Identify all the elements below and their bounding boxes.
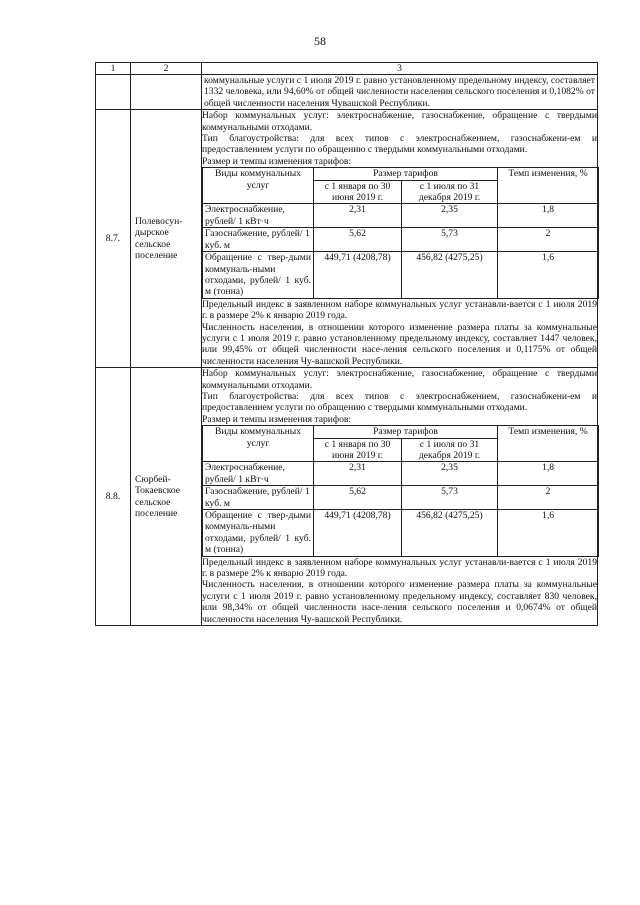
- column-number-2: 2: [131, 63, 202, 75]
- tariff-period-1: 2,31: [314, 462, 402, 486]
- header-kinds: Виды коммунальных услуг: [203, 168, 314, 204]
- tariff-period-1: 5,62: [314, 228, 402, 252]
- entry-content: [202, 110, 598, 368]
- services-set-text: Набор коммунальных услуг: электроснабжение, газоснабжение, обращение с твердыми коммунальными отходами.: [202, 110, 597, 133]
- settlement-name: Сюрбей-Токаевское сельское поселение: [131, 368, 202, 626]
- header-rate: Темп изменения, %: [498, 168, 599, 204]
- tariff-rate: 2: [498, 486, 599, 510]
- entry-row-8-7: [96, 110, 598, 368]
- tariff-row: [203, 204, 599, 228]
- tariff-table: [202, 167, 599, 298]
- tariff-row: [203, 252, 599, 299]
- tariff-period-1: 449,71 (4208,78): [314, 510, 402, 557]
- tariff-row: [203, 462, 599, 486]
- max-index-text: Предельный индекс в заявленном наборе коммунальных услуг устанавли-вается с 1 июля 2019 г. в размере 2% к январю 2019 года.: [202, 298, 597, 322]
- main-table: [95, 62, 598, 626]
- tariff-period-2: 2,35: [402, 204, 498, 228]
- population-text: Численность населения, в отношении которого изменение размера платы за коммунальные услуги с 1 июля 2019 г. равно установленному предельному индексу, составляет 830 человек, или 98,34% от общей численности насе-ления сельского поселения и 0,0674% от общей численности населения Чу-вашской Республики.: [202, 579, 597, 625]
- header-period-2: с 1 июля по 31 декабря 2019 г.: [402, 438, 498, 462]
- continuation-row: [96, 75, 598, 110]
- entry-content: [202, 368, 598, 626]
- continuation-text: коммунальные услуги с 1 июля 2019 г. равно установленному предельному индексу, составляет 1332 человека, или 94,60% от общей численности населения сельского поселения и 0,1082% от общей численности населения Чувашской Республики.: [202, 75, 598, 110]
- header-period-2: с 1 июля по 31 декабря 2019 г.: [402, 180, 498, 204]
- entry-number: 8.7.: [96, 110, 131, 368]
- tariff-rate: 1,6: [498, 510, 599, 557]
- service-name: Обращение с твер-дыми коммуналь-ными отходами, рублей/ 1 куб. м (тонна): [203, 510, 314, 557]
- entry-number: 8.8.: [96, 368, 131, 626]
- page-number: 58: [314, 34, 326, 48]
- tariff-period-2: 456,82 (4275,25): [402, 510, 498, 557]
- service-name: Электроснабжение, рублей/ 1 кВт·ч: [203, 462, 314, 486]
- tariff-row: [203, 486, 599, 510]
- header-rate: Темп изменения, %: [498, 426, 599, 462]
- tariff-row: [203, 228, 599, 252]
- improvement-type-text: Тип благоустройства: для всех типов с электроснабжением, газоснабжени-ем и предоставлением услуги по обращению с твердыми коммунальными отходами.: [202, 390, 597, 414]
- population-text: Численность населения, в отношении которого изменение размера платы за коммунальные услуги с 1 июля 2019 г. равно установленному предельному индексу, составляет 1447 человек, или 99,45% от общей численности насе-ления сельского поселения и 0,1175% от общей численности населения Чу-вашской Республики.: [202, 321, 597, 367]
- services-set-text: Набор коммунальных услуг: электроснабжение, газоснабжение, обращение с твердыми коммунальными отходами.: [202, 368, 597, 391]
- tariff-row: [203, 510, 599, 557]
- tariff-table: [202, 425, 599, 556]
- rates-title: Размер и темпы изменения тарифов:: [202, 413, 352, 425]
- tariff-rate: 1,8: [498, 462, 599, 486]
- tariff-period-2: 456,82 (4275,25): [402, 252, 498, 299]
- column-number-row: [96, 63, 598, 75]
- header-size: Размер тарифов: [314, 168, 498, 180]
- improvement-type-text: Тип благоустройства: для всех типов с электроснабжением, газоснабжени-ем и предоставлением услуги по обращению с твердыми коммунальными отходами.: [202, 133, 597, 156]
- service-name: Электроснабжение, рублей/ 1 кВт·ч: [203, 204, 314, 228]
- settlement-name: Полевосун-дырское сельское поселение: [131, 110, 202, 368]
- tariff-period-1: 2,31: [314, 204, 402, 228]
- tariff-period-1: 449,71 (4208,78): [314, 252, 402, 299]
- service-name: Газоснабжение, рублей/ 1 куб. м: [203, 486, 314, 510]
- header-period-1: с 1 января по 30 июня 2019 г.: [314, 438, 402, 462]
- tariff-rate: 1,6: [498, 252, 599, 299]
- tariff-rate: 2: [498, 228, 599, 252]
- service-name: Газоснабжение, рублей/ 1 куб. м: [203, 228, 314, 252]
- tariff-period-2: 5,73: [402, 486, 498, 510]
- max-index-text: Предельный индекс в заявленном наборе коммунальных услуг устанавли-вается с 1 июля 2019 г. в размере 2% к январю 2019 года.: [202, 556, 597, 580]
- header-period-1: с 1 января по 30 июня 2019 г.: [314, 180, 402, 204]
- column-number-1: 1: [96, 63, 131, 75]
- tariff-period-2: 5,73: [402, 228, 498, 252]
- tariff-rate: 1,8: [498, 204, 599, 228]
- rates-title: Размер и темпы изменения тарифов:: [202, 155, 352, 167]
- entry-row-8-8: [96, 368, 598, 626]
- tariff-period-2: 2,35: [402, 462, 498, 486]
- service-name: Обращение с твер-дыми коммуналь-ными отходами, рублей/ 1 куб. м (тонна): [203, 252, 314, 299]
- tariff-period-1: 5,62: [314, 486, 402, 510]
- header-kinds: Виды коммунальных услуг: [203, 426, 314, 462]
- column-number-3: 3: [202, 63, 598, 75]
- header-size: Размер тарифов: [314, 426, 498, 438]
